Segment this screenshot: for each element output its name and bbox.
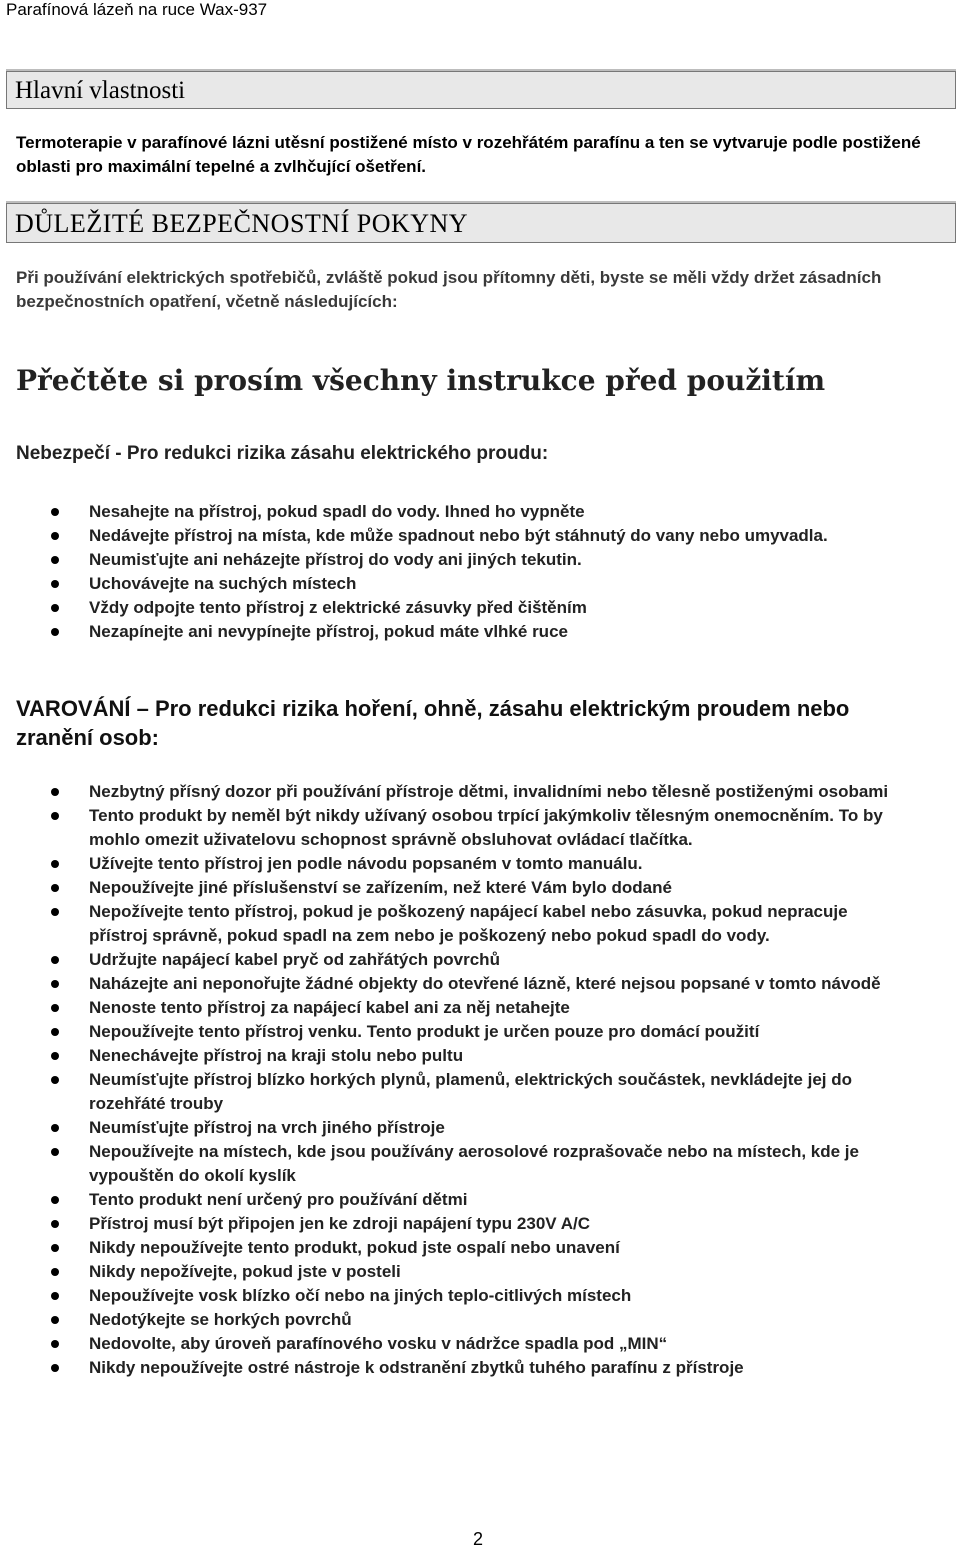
list-item-text: Nepoužívejte na místech, kde jsou používány aerosolové rozprašovače nebo na místech, kde je vypouštěn do okolí kyslík — [89, 1142, 859, 1185]
list-item-text: Přístroj musí být připojen jen ke zdroji napájení typu 230V A/C — [89, 1214, 590, 1233]
bullet-icon — [51, 1028, 59, 1036]
bullet-icon — [51, 908, 59, 916]
bullet-icon — [51, 1244, 59, 1252]
warning-heading: VAROVÁNÍ – Pro redukci rizika hoření, ohně, zásahu elektrickým proudem nebo zranění osob: — [16, 696, 850, 750]
list-item-text: Nezapínejte ani nevypínejte přístroj, pokud máte vlhké ruce — [89, 622, 568, 641]
list-item — [0, 1020, 889, 1044]
safety-intro-paragraph: Při používání elektrických spotřebičů, zvláště pokud jsou přítomny děti, byste se měli vždy držet zásadních bezpečnostních opatření, včetně následujících: — [16, 268, 882, 311]
bullet-icon — [51, 580, 59, 588]
list-item — [0, 1044, 889, 1068]
list-item-text: Užívejte tento přístroj jen podle návodu popsaném v tomto manuálu. — [89, 854, 643, 873]
bullet-icon — [51, 508, 59, 516]
list-item-text: Nikdy nepoužívejte tento produkt, pokud jste ospalí nebo unavení — [89, 1238, 620, 1257]
danger-list — [0, 500, 960, 644]
list-item — [0, 1356, 889, 1380]
list-item — [0, 948, 889, 972]
list-item-text: Udržujte napájecí kabel pryč od zahřátých povrchů — [89, 950, 500, 969]
list-item — [0, 1236, 889, 1260]
list-item-text: Vždy odpojte tento přístroj z elektrické zásuvky před čištěním — [89, 598, 587, 617]
list-item-text: Nepoužívejte vosk blízko očí nebo na jiných teplo-citlivých místech — [89, 1286, 632, 1305]
list-item — [0, 996, 889, 1020]
list-item-text: Nepoužívejte jiné příslušenství se zařízením, než které Vám bylo dodané — [89, 878, 672, 897]
list-item — [0, 900, 889, 948]
list-item — [0, 1116, 889, 1140]
read-instructions-heading: Přečtěte si prosím všechny instrukce před použitím — [16, 364, 826, 397]
page-number: 2 — [473, 1529, 484, 1549]
features-paragraph: Termoterapie v parafínové lázni utěsní postižené místo v rozehřátém parafínu a ten se vytvaruje podle postižené oblasti pro maximální tepelné a zvlhčující ošetření. — [16, 133, 921, 176]
warning-list — [0, 780, 960, 1380]
list-item-text: Nepožívejte tento přístroj, pokud je poškozený napájecí kabel nebo zásuvka, pokud nepracuje přístroj správně, pokud spadl na zem nebo je poškozený nebo pokud spadl do vody. — [89, 902, 848, 945]
bullet-icon — [51, 604, 59, 612]
list-item-text: Neumisťujte ani neházejte přístroj do vody ani jiných tekutin. — [89, 550, 582, 569]
list-item — [0, 1260, 889, 1284]
list-item — [0, 1068, 889, 1116]
list-item — [0, 596, 889, 620]
list-item — [0, 876, 889, 900]
list-item-text: Naházejte ani neponořujte žádné objekty do otevřené lázně, které nejsou popsané v tomto návodě — [89, 974, 881, 993]
list-item-text: Tento produkt není určený pro používání dětmi — [89, 1190, 468, 1209]
bullet-icon — [51, 1052, 59, 1060]
list-item-text: Nedovolte, aby úroveň parafínového vosku v nádržce spadla pod „MIN“ — [89, 1334, 668, 1353]
list-item — [0, 1332, 889, 1356]
list-item-text: Nikdy nepoužívejte ostré nástroje k odstranění zbytků tuhého parafínu z přístroje — [89, 1358, 744, 1377]
bullet-icon — [51, 1076, 59, 1084]
list-item — [0, 500, 889, 524]
bullet-icon — [51, 1124, 59, 1132]
list-item — [0, 780, 889, 804]
bullet-icon — [51, 812, 59, 820]
list-item — [0, 572, 889, 596]
list-item-text: Nikdy nepožívejte, pokud jste v posteli — [89, 1262, 401, 1281]
bullet-icon — [51, 1292, 59, 1300]
bullet-icon — [51, 1220, 59, 1228]
bullet-icon — [51, 884, 59, 892]
document-header-title: Parafínová lázeň na ruce Wax-937 — [6, 0, 268, 19]
bullet-icon — [51, 956, 59, 964]
list-item — [0, 1284, 889, 1308]
bullet-icon — [51, 980, 59, 988]
list-item-text: Nesahejte na přístroj, pokud spadl do vody. Ihned ho vypněte — [89, 502, 585, 521]
danger-heading: Nebezpečí - Pro redukci rizika zásahu elektrického proudu: — [16, 443, 549, 464]
list-item-text: Nepoužívejte tento přístroj venku. Tento produkt je určen pouze pro domácí použití — [89, 1022, 760, 1041]
bullet-icon — [51, 788, 59, 796]
list-item-text: Neumísťujte přístroj na vrch jiného přístroje — [89, 1118, 445, 1137]
list-item-text: Nedávejte přístroj na místa, kde může spadnout nebo být stáhnutý do vany nebo umyvadla. — [89, 526, 828, 545]
bullet-icon — [51, 1004, 59, 1012]
list-item — [0, 1188, 889, 1212]
bullet-icon — [51, 1148, 59, 1156]
bullet-icon — [51, 1316, 59, 1324]
section-heading-safety: DŮLEŽITÉ BEZPEČNOSTNÍ POKYNY — [15, 209, 469, 238]
bullet-icon — [51, 628, 59, 636]
list-item — [0, 548, 889, 572]
list-item-text: Tento produkt by neměl být nikdy užívaný osobou trpící jakýmkoliv tělesným onemocněním. To by mohlo omezit uživatelovu schopnost správně obsluhovat ovládací tlačítka. — [89, 806, 883, 849]
list-item — [0, 972, 889, 996]
bullet-icon — [51, 556, 59, 564]
section-heading-features: Hlavní vlastnosti — [15, 77, 186, 104]
list-item — [0, 1308, 889, 1332]
list-item-text: Nenoste tento přístroj za napájecí kabel ani za něj netahejte — [89, 998, 570, 1017]
bullet-icon — [51, 1364, 59, 1372]
list-item-text: Nedotýkejte se horkých povrchů — [89, 1310, 352, 1329]
bullet-icon — [51, 1196, 59, 1204]
list-item-text: Nenechávejte přístroj na kraji stolu nebo pultu — [89, 1046, 464, 1065]
list-item — [0, 1140, 889, 1188]
list-item — [0, 1212, 889, 1236]
list-item — [0, 524, 889, 548]
bullet-icon — [51, 1340, 59, 1348]
list-item — [0, 620, 889, 644]
section-heading-box-safety — [6, 203, 956, 243]
list-item-text: Neumísťujte přístroj blízko horkých plynů, plamenů, elektrických součástek, nevkládejte jej do rozehřáté trouby — [89, 1070, 852, 1113]
list-item-text: Nezbytný přísný dozor při používání přístroje dětmi, invalidními nebo tělesně postiženými osobami — [89, 782, 889, 801]
bullet-icon — [51, 860, 59, 868]
bullet-icon — [51, 532, 59, 540]
list-item — [0, 852, 889, 876]
list-item — [0, 804, 889, 852]
section-heading-box-features — [6, 71, 956, 109]
bullet-icon — [51, 1268, 59, 1276]
list-item-text: Uchovávejte na suchých místech — [89, 574, 357, 593]
